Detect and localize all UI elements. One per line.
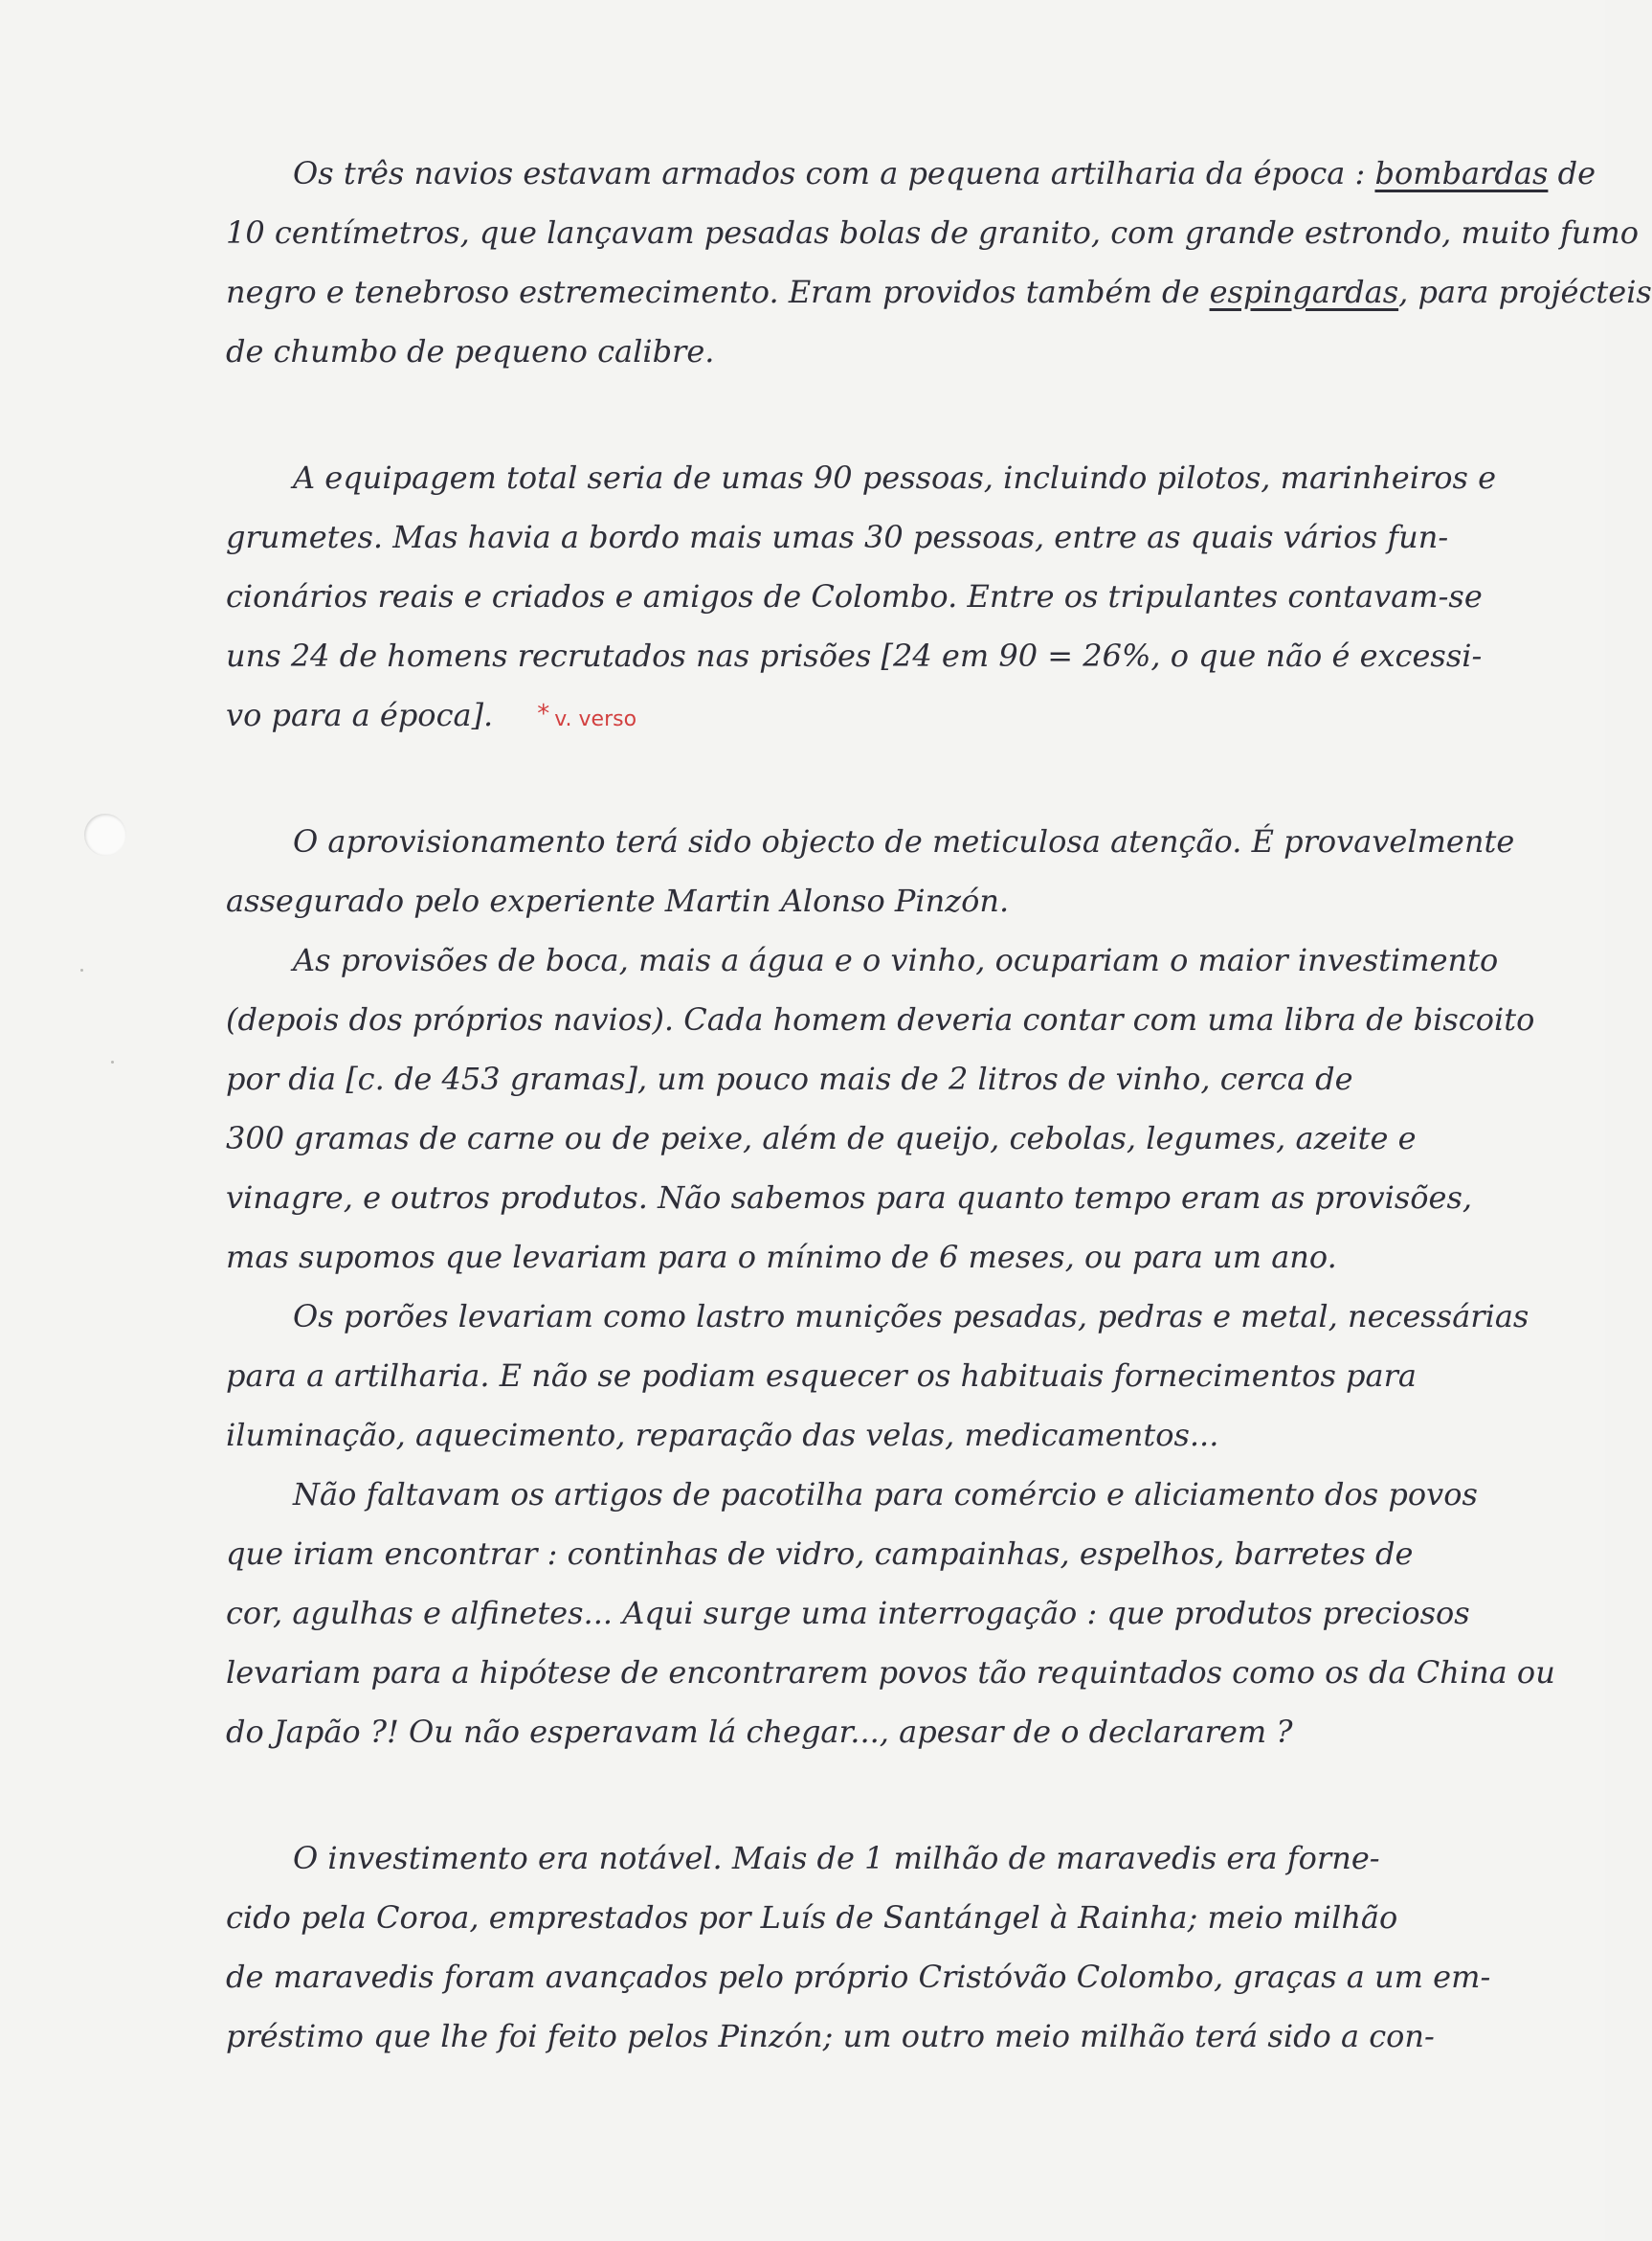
text-line: As provisões de boca, mais a água e o vinho, ocupariam o maior investimento: [293, 942, 1499, 978]
paragraph-holds: [226, 1287, 1556, 1465]
text-line: grumetes. Mas havia a bordo mais umas 30 pessoas, entre as quais vários fun-: [226, 519, 1449, 555]
text-line: Não faltavam os artigos de pacotilha para comércio e aliciamento dos povos: [293, 1476, 1478, 1513]
text-line: O investimento era notável. Mais de 1 milhão de maravedis era forne-: [293, 1840, 1380, 1876]
text-line: para a artilharia. E não se podiam esquecer os habituais fornecimentos para: [226, 1357, 1417, 1394]
text-line: por dia [c. de 453 gramas], um pouco mais de 2 litros de vinho, cerca de: [226, 1061, 1353, 1097]
underlined-word: espingardas: [1209, 274, 1399, 310]
text-line: Os porões levariam como lastro munições pesadas, pedras e metal, necessárias: [293, 1298, 1529, 1334]
handwritten-text: [226, 144, 1652, 2066]
paper-speck: [80, 969, 83, 972]
text-line: negro e tenebroso estremecimento. Eram providos também de espingardas, para projécteis: [226, 274, 1652, 310]
underlined-word: bombardas: [1374, 155, 1549, 191]
text-line: 300 gramas de carne ou de peixe, além de queijo, cebolas, legumes, azeite e: [226, 1120, 1417, 1156]
text-line: préstimo que lhe foi feito pelos Pinzón; um outro meio milhão terá sido a con-: [226, 2018, 1435, 2054]
text-line: cor, agulhas e alfinetes... Aqui surge uma interrogação : que produtos preciosos: [226, 1595, 1470, 1631]
paragraph-investment: [226, 1828, 1556, 2066]
text-line: assegurado pelo experiente Martin Alonso Pinzón.: [226, 883, 1010, 919]
text-line: que iriam encontrar : continhas de vidro, campainhas, espelhos, barretes de: [226, 1535, 1414, 1572]
paragraph-food: [226, 930, 1556, 1287]
text-line: de maravedis foram avançados pelo próprio Cristóvão Colombo, graças a um em-: [226, 1959, 1491, 1995]
paragraph-trade-goods: [226, 1465, 1556, 1761]
text-line: de chumbo de pequeno calibre.: [226, 333, 715, 370]
paragraph-provisioning: [226, 812, 1556, 930]
text-line: (depois dos próprios navios). Cada homem deveria contar com uma libra de biscoito: [226, 1001, 1535, 1038]
text-line: vo para a época]. * v. verso: [226, 685, 1556, 745]
text-line: vinagre, e outros produtos. Não sabemos para quanto tempo eram as provisões,: [226, 1179, 1473, 1216]
text-line: A equipagem total seria de umas 90 pessoas, incluindo pilotos, marinheiros e: [293, 459, 1497, 496]
text-line: uns 24 de homens recrutados nas prisões [24 em 90 = 26%, o que não é excessi-: [226, 638, 1483, 674]
margin-note: [516, 700, 637, 731]
text-line: iluminação, aquecimento, reparação das velas, medicamentos...: [226, 1417, 1219, 1453]
text-line: levariam para a hipótese de encontrarem povos tão requintados como os da China ou: [226, 1654, 1555, 1691]
paragraph-crew: [226, 448, 1556, 745]
text-line: mas supomos que levariam para o mínimo de 6 meses, ou para um ano.: [226, 1239, 1337, 1275]
punch-hole: [84, 814, 126, 856]
text-line: do Japão ?! Ou não esperavam lá chegar..., apesar de o declararem ?: [226, 1714, 1293, 1750]
paragraph-armament: [226, 144, 1652, 381]
text-line: cionários reais e criados e amigos de Colombo. Entre os tripulantes contavam-se: [226, 578, 1483, 615]
text-line: Os três navios estavam armados com a pequena artilharia da época : bombardas de: [293, 155, 1596, 191]
text-line: O aprovisionamento terá sido objecto de meticulosa atenção. É provavelmente: [293, 823, 1515, 860]
text-line: 10 centímetros, que lançavam pesadas bolas de granito, com grande estrondo, muito fumo: [226, 214, 1640, 251]
paper-speck: [111, 1061, 114, 1064]
note-asterisk: *: [537, 700, 550, 728]
note-text: v. verso: [554, 707, 637, 731]
text-line: cido pela Coroa, emprestados por Luís de Santángel à Rainha; meio milhão: [226, 1899, 1398, 1936]
